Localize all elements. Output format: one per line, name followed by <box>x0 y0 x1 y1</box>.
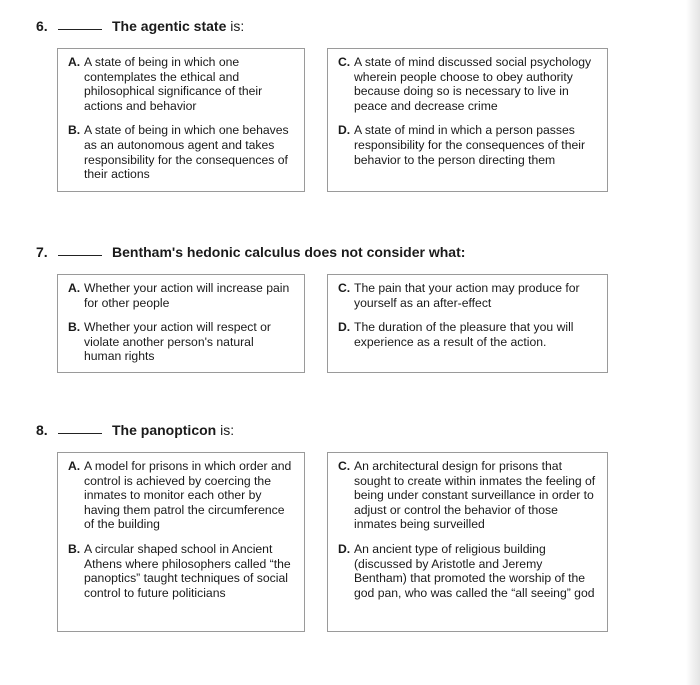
question-header <box>36 240 465 260</box>
option-text: An architectural design for prisons that sought to create within inmates the feeling of being under constant surveillance in order to adjust or control the behavior of those inmates being surveilled <box>354 459 596 532</box>
option-letter: C. <box>338 281 351 295</box>
question-number: 7. <box>36 244 48 260</box>
option-d[interactable] <box>338 123 597 167</box>
option-text: A state of mind in which a person passes responsibility for the consequences of their behavior to the person directing them <box>354 123 586 167</box>
prompt-tail: is: <box>226 18 245 34</box>
option-letter: D. <box>338 123 351 138</box>
option-letter: C. <box>338 459 351 473</box>
option-letter: A. <box>68 55 81 69</box>
question-number: 8. <box>36 422 48 438</box>
option-c[interactable] <box>338 459 597 532</box>
question-prompt <box>112 18 244 34</box>
option-b[interactable] <box>68 320 294 364</box>
option-a[interactable] <box>68 459 294 532</box>
option-text: A state of being in which one contemplates the ethical and philosophical significance of their actions and behavior <box>84 55 263 113</box>
answer-blank[interactable] <box>58 433 102 434</box>
prompt-tail: is: <box>216 422 235 438</box>
option-d[interactable] <box>338 542 597 600</box>
answer-blank[interactable] <box>58 29 102 30</box>
question-prompt <box>112 244 465 260</box>
options-right-box <box>327 48 608 192</box>
prompt-bold: The agentic state <box>112 18 227 34</box>
options-left-box <box>57 274 305 373</box>
question-header <box>36 418 234 438</box>
option-letter: B. <box>68 123 81 138</box>
option-d[interactable] <box>338 320 597 349</box>
option-text: The duration of the pleasure that you will experience as a result of the action. <box>354 320 574 349</box>
option-letter: A. <box>68 281 81 295</box>
option-text: A circular shaped school in Ancient Athens where philosophers called “the panoptics” taught techniques of social control to future politicians <box>84 541 291 600</box>
options-right-box <box>327 452 608 632</box>
option-text: A state of mind discussed social psychology wherein people choose to obey authority because doing so is necessary to live in peace and decrease crime <box>354 55 592 113</box>
option-a[interactable] <box>68 55 294 113</box>
option-letter: B. <box>68 320 81 335</box>
option-letter: A. <box>68 459 81 473</box>
option-text: A state of being in which one behaves as an autonomous agent and takes responsibility for the consequences of their actions <box>84 123 289 182</box>
question-number: 6. <box>36 18 48 34</box>
option-text: An ancient type of religious building (discussed by Aristotle and Jeremy Bentham) that promoted the worship of the god pan, who was called the “all seeing” god <box>354 541 595 600</box>
option-letter: D. <box>338 541 351 556</box>
option-text: Whether your action will respect or violate another person's natural human rights <box>84 320 271 364</box>
options-right-box <box>327 274 608 373</box>
prompt-bold: The panopticon <box>112 422 217 438</box>
answer-blank[interactable] <box>58 255 102 256</box>
option-c[interactable] <box>338 55 597 113</box>
option-letter: D. <box>338 320 351 335</box>
question-prompt <box>112 422 234 438</box>
option-a[interactable] <box>68 281 294 310</box>
option-b[interactable] <box>68 542 294 600</box>
prompt-bold: Bentham's hedonic calculus does not consider what: <box>112 244 466 260</box>
options-left-box <box>57 452 305 632</box>
option-letter: C. <box>338 55 351 69</box>
option-b[interactable] <box>68 123 294 181</box>
option-text: Whether your action will increase pain for other people <box>84 281 290 310</box>
option-text: A model for prisons in which order and control is achieved by coercing the inmates to monitor each other by having them patrol the circumference of the building <box>84 459 292 532</box>
page-edge-shadow <box>686 0 700 685</box>
option-c[interactable] <box>338 281 597 310</box>
question-header <box>36 14 244 34</box>
option-letter: B. <box>68 541 81 556</box>
options-left-box <box>57 48 305 192</box>
option-text: The pain that your action may produce for yourself as an after-effect <box>354 281 580 310</box>
